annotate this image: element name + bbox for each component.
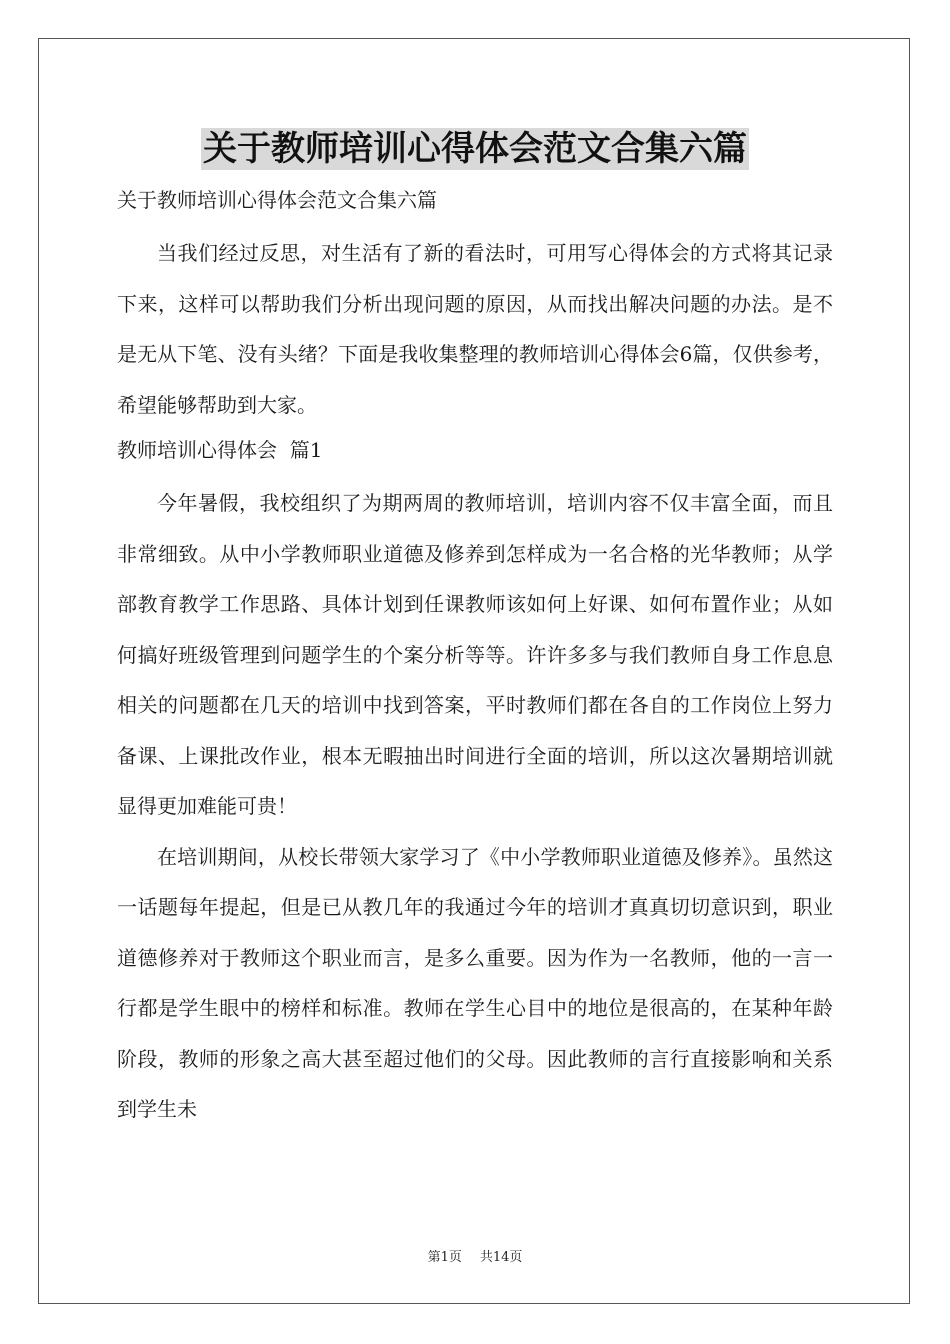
intro-paragraph: 当我们经过反思，对生活有了新的看法时，可用写心得体会的方式将其记录下来，这样可以帮助我们分析出现问题的原因，从而找出解决问题的办法。是不是无从下笔、没有头绪？下面是我收集整理的教师培训心得体会6篇，仅供参考，希望能够帮助到大家。 [117,241,833,417]
document-subtitle: 关于教师培训心得体会范文合集六篇 [117,188,437,212]
document-body [117,180,833,1135]
page-number: 第1页 [427,1250,462,1265]
body-paragraph-1: 今年暑假，我校组织了为期两周的教师培训，培训内容不仅丰富全面，而且非常细致。从中小学教师职业道德及修养到怎样成为一名合格的光华教师；从学部教育教学工作思路、具体计划到任课教师该如何上好课、如何布置作业；从如何搞好班级管理到问题学生的个案分析等等。许许多多与我们教师自身工作息息相关的问题都在几天的培训中找到答案，平时教师们都在各自的工作岗位上努力备课、上课批改作业，根本无暇抽出时间进行全面的培训，所以这次暑期培训就显得更加难能可贵！ [117,491,833,818]
section-heading: 教师培训心得体会 篇1 [117,438,323,462]
document-title: 关于教师培训心得体会范文合集六篇 [203,129,747,169]
page-total: 共14页 [479,1250,523,1265]
body-paragraph-2: 在培训期间，从校长带领大家学习了《中小学教师职业道德及修养》。虽然这一话题每年提起，但是已从教几年的我通过今年的培训才真真切切意识到，职业道德修养对于教师这个职业而言，是多么重要。因为作为一名教师，他的一言一行都是学生眼中的榜样和标准。教师在学生心目中的地位是很高的，在某种年龄阶段，教师的形象之高大甚至超过他们的父母。因此教师的言行直接影响和关系到学生未 [117,844,833,1121]
title-container [0,128,950,170]
page-footer [0,1246,950,1265]
